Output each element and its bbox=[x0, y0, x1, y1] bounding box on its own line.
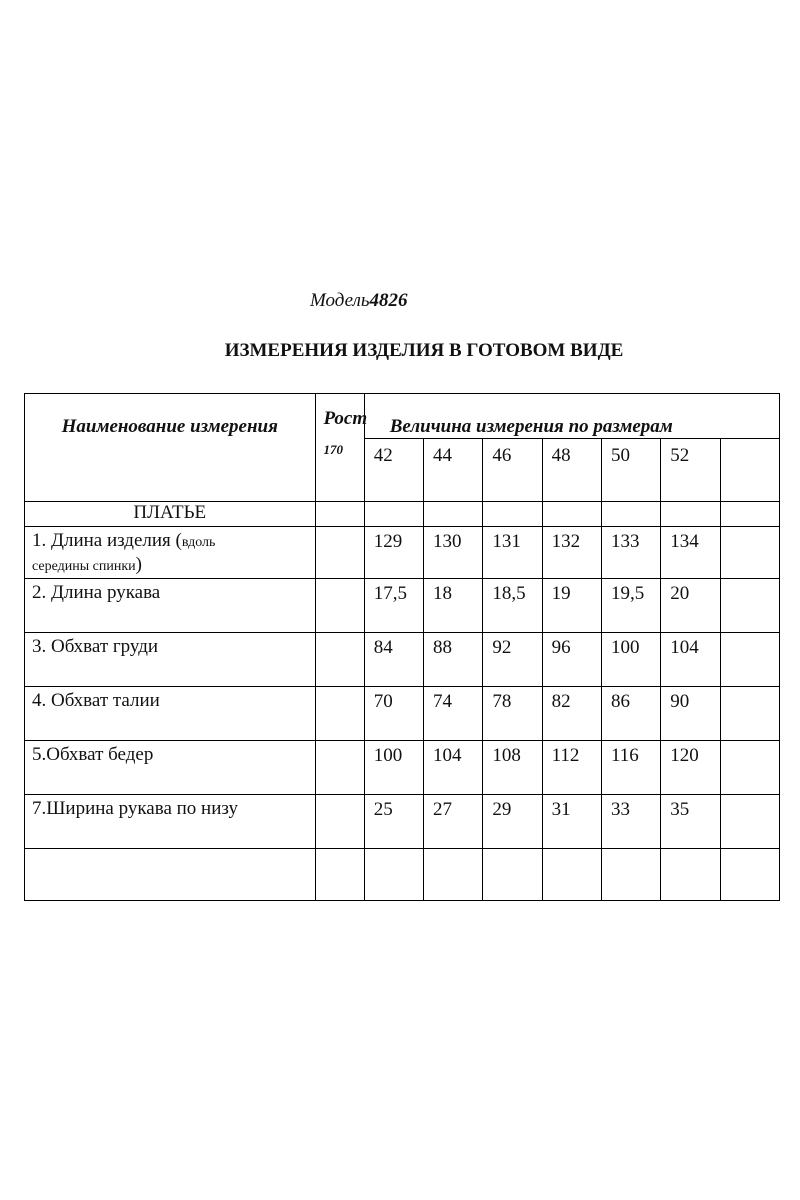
measurement-value: 129 bbox=[364, 527, 423, 579]
measurement-value: 27 bbox=[424, 795, 483, 849]
empty-cell bbox=[315, 527, 364, 579]
table-row bbox=[25, 579, 780, 633]
size-header: 52 bbox=[661, 439, 720, 502]
measurement-value: 35 bbox=[661, 795, 720, 849]
measurement-value: 17,5 bbox=[364, 579, 423, 633]
measurement-value: 112 bbox=[542, 741, 601, 795]
measurement-value: 33 bbox=[601, 795, 660, 849]
table-row bbox=[25, 687, 780, 741]
size-header: 46 bbox=[483, 439, 542, 502]
empty-cell bbox=[315, 687, 364, 741]
measurement-value: 20 bbox=[661, 579, 720, 633]
measurement-value: 82 bbox=[542, 687, 601, 741]
height-value: 170 bbox=[323, 442, 343, 457]
size-header: 42 bbox=[364, 439, 423, 502]
measurement-value: 108 bbox=[483, 741, 542, 795]
measurement-value: 18,5 bbox=[483, 579, 542, 633]
empty-cell bbox=[720, 579, 779, 633]
measurement-value: 104 bbox=[661, 633, 720, 687]
size-header: 44 bbox=[424, 439, 483, 502]
measurement-value: 70 bbox=[364, 687, 423, 741]
empty-cell bbox=[25, 849, 316, 901]
measurement-value: 104 bbox=[424, 741, 483, 795]
measurement-name: 4. Обхват талии bbox=[25, 687, 316, 741]
table-row bbox=[25, 527, 780, 579]
measurement-value: 19,5 bbox=[601, 579, 660, 633]
measurement-value: 130 bbox=[424, 527, 483, 579]
measurement-value: 29 bbox=[483, 795, 542, 849]
empty-cell bbox=[661, 849, 720, 901]
measurement-value: 74 bbox=[424, 687, 483, 741]
empty-cell bbox=[315, 579, 364, 633]
measurement-value: 120 bbox=[661, 741, 720, 795]
measurements-table bbox=[24, 393, 780, 901]
empty-cell bbox=[315, 502, 364, 527]
empty-cell bbox=[364, 502, 423, 527]
measurement-value: 116 bbox=[601, 741, 660, 795]
table-row bbox=[25, 633, 780, 687]
measurement-value: 131 bbox=[483, 527, 542, 579]
empty-cell bbox=[315, 741, 364, 795]
section-title: ПЛАТЬЕ bbox=[25, 502, 316, 527]
empty-cell bbox=[424, 502, 483, 527]
measurement-name: 7.Ширина рукава по низу bbox=[25, 795, 316, 849]
measurement-value: 86 bbox=[601, 687, 660, 741]
measurement-value: 18 bbox=[424, 579, 483, 633]
measurement-value: 132 bbox=[542, 527, 601, 579]
empty-cell bbox=[483, 849, 542, 901]
measurement-name: 1. Длина изделия (вдоль середины спинки) bbox=[25, 527, 316, 579]
measurement-value: 100 bbox=[364, 741, 423, 795]
empty-cell bbox=[315, 633, 364, 687]
empty-cell bbox=[720, 795, 779, 849]
sizes-group-header: Величина измерения по размерам bbox=[364, 394, 779, 439]
measurement-value: 19 bbox=[542, 579, 601, 633]
height-label: Рост bbox=[323, 408, 368, 429]
empty-cell bbox=[315, 795, 364, 849]
document-heading: ИЗМЕРЕНИЯ ИЗДЕЛИЯ В ГОТОВОМ ВИДЕ bbox=[224, 340, 624, 361]
measurement-value: 84 bbox=[364, 633, 423, 687]
empty-cell bbox=[483, 502, 542, 527]
measurement-value: 31 bbox=[542, 795, 601, 849]
measurement-value: 92 bbox=[483, 633, 542, 687]
measurement-value: 78 bbox=[483, 687, 542, 741]
empty-cell bbox=[720, 439, 779, 502]
empty-cell bbox=[720, 687, 779, 741]
empty-cell bbox=[364, 849, 423, 901]
measurement-value: 25 bbox=[364, 795, 423, 849]
empty-cell bbox=[720, 502, 779, 527]
size-header: 50 bbox=[601, 439, 660, 502]
table-row bbox=[25, 741, 780, 795]
empty-cell bbox=[720, 633, 779, 687]
model-number: Модель4826 bbox=[310, 290, 408, 311]
height-column-header bbox=[315, 394, 368, 502]
measurement-value: 134 bbox=[661, 527, 720, 579]
empty-cell bbox=[601, 849, 660, 901]
empty-cell bbox=[720, 849, 779, 901]
empty-cell bbox=[542, 849, 601, 901]
measurement-value: 100 bbox=[601, 633, 660, 687]
measurement-value: 96 bbox=[542, 633, 601, 687]
measurement-value: 88 bbox=[424, 633, 483, 687]
empty-cell bbox=[601, 502, 660, 527]
measurement-value: 90 bbox=[661, 687, 720, 741]
table-row bbox=[25, 795, 780, 849]
empty-cell bbox=[661, 502, 720, 527]
size-header: 48 bbox=[542, 439, 601, 502]
table-row bbox=[25, 849, 780, 901]
measurement-name: 3. Обхват груди bbox=[25, 633, 316, 687]
name-column-header: Наименование измерения bbox=[25, 394, 316, 502]
empty-cell bbox=[424, 849, 483, 901]
measurement-value: 133 bbox=[601, 527, 660, 579]
empty-cell bbox=[542, 502, 601, 527]
empty-cell bbox=[720, 741, 779, 795]
empty-cell bbox=[720, 527, 779, 579]
measurement-name: 5.Обхват бедер bbox=[25, 741, 316, 795]
measurement-name: 2. Длина рукава bbox=[25, 579, 316, 633]
empty-cell bbox=[315, 849, 364, 901]
